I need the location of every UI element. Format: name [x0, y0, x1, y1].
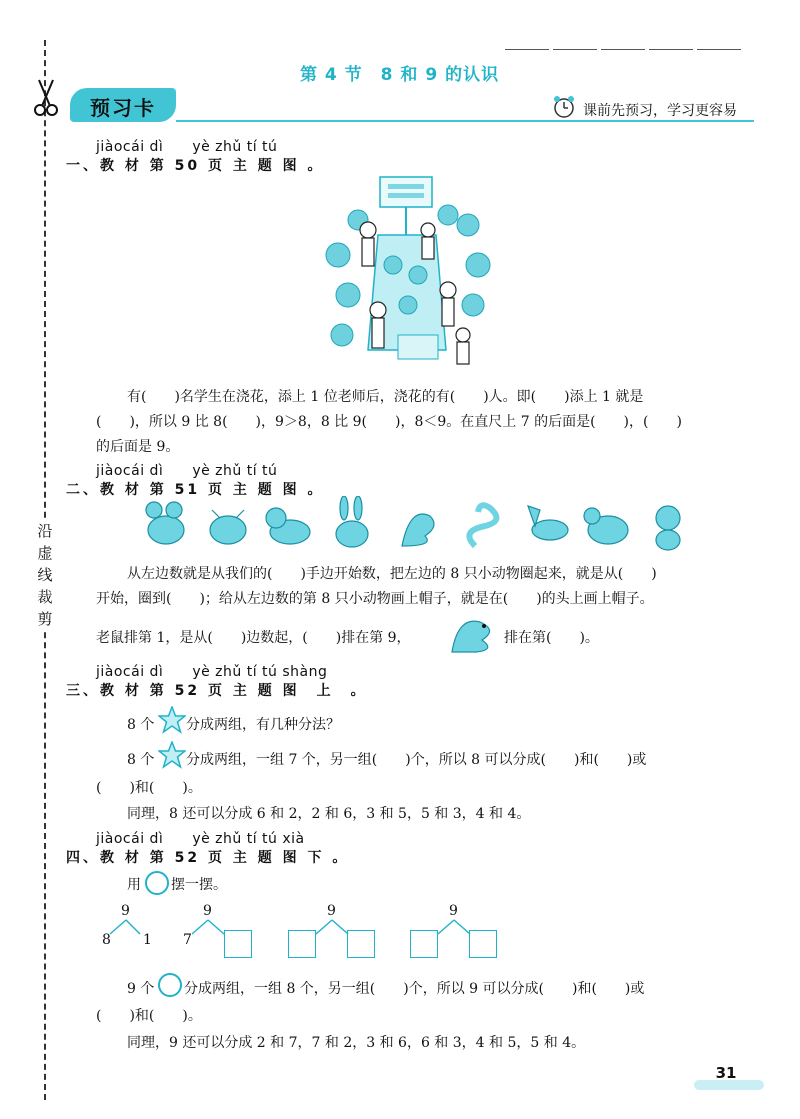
tree1-left: 8	[102, 932, 111, 948]
heading-s1: 一、教 材 第 50 页 主 题 图 。	[66, 158, 325, 174]
pinyin-s3: jiàocái dì yè zhǔ tí tú shàng	[96, 664, 328, 680]
s4-use-b: 摆一摆。	[171, 877, 227, 893]
tip-text: 课前先预习，学习更容易	[583, 103, 737, 119]
circle-icon	[144, 870, 170, 896]
dragon-icon	[402, 514, 434, 546]
s2-line1: 从左边数就是从我们的( )手边开始数，把左边的 8 只小动物圈起来，就是从( )	[127, 566, 657, 582]
s3-q4: 同理，8 还可以分成 6 和 2，2 和 6，3 和 5，5 和 3，4 和 4。	[127, 806, 531, 822]
cut-char: 剪	[37, 610, 53, 628]
zodiac-animals-row	[140, 496, 700, 554]
dragon-icon	[446, 610, 502, 656]
banner-divider	[176, 120, 754, 122]
tree1-right: 1	[143, 932, 152, 948]
page-title: 第 4 节 8 和 9 的认识	[300, 65, 500, 85]
circle-icon	[157, 972, 183, 998]
snake-icon	[469, 505, 496, 546]
s4-use-a: 用	[127, 877, 141, 893]
blank-field	[697, 40, 741, 50]
s2-line3b: 排在第( )。	[504, 630, 599, 646]
blank-field	[553, 40, 597, 50]
monkey-icon	[656, 506, 680, 550]
ox-icon	[210, 510, 246, 544]
heading-s3: 三、教 材 第 52 页 主 题 图 上 。	[66, 683, 368, 699]
s1-line3: 的后面是 9。	[96, 439, 180, 455]
s1-line2: ( )，所以 9 比 8( )，9＞8，8 比 9( )，8＜9。在直尺上 7 的后面是( )，( )	[96, 414, 682, 430]
cut-char: 线	[37, 566, 53, 584]
s4-q1b: 分成两组，一组 8 个，另一组( )个，所以 9 可以分成( )和( )或	[184, 981, 645, 997]
mouse-icon	[146, 502, 184, 544]
tree3-top: 9	[327, 903, 336, 919]
cut-char: 沿	[37, 522, 53, 540]
name-fields	[505, 40, 745, 53]
tiger-icon	[266, 508, 310, 544]
pinyin-s4: jiàocái dì yè zhǔ tí tú xià	[96, 831, 305, 847]
tree1-top: 9	[121, 903, 130, 919]
s3-q1b: 分成两组，有几种分法？	[186, 717, 340, 733]
heading-s4: 四、教 材 第 52 页 主 题 图 下 。	[66, 850, 350, 866]
cut-char: 裁	[37, 588, 53, 606]
blank-field	[505, 40, 549, 50]
answer-box[interactable]	[347, 930, 375, 958]
tree2-top: 9	[203, 903, 212, 919]
heading-s2: 二、教 材 第 51 页 主 题 图 。	[66, 482, 325, 498]
s3-q2b: 分成两组，一组 7 个，另一组( )个，所以 8 可以分成( )和( )或	[186, 752, 647, 768]
answer-box[interactable]	[224, 930, 252, 958]
s3-q2a: 8 个	[127, 752, 155, 768]
s1-line1: 有( )名学生在浇花，添上 1 位老师后，浇花的有( )人。即( )添上 1 就是	[127, 389, 644, 405]
s4-q3: 同理，9 还可以分成 2 和 7，7 和 2，3 和 6，6 和 3，4 和 5，5 和 4。	[127, 1035, 586, 1051]
horse-icon	[528, 506, 568, 540]
alarm-clock-icon	[548, 94, 578, 120]
tree2-left: 7	[183, 932, 192, 948]
pinyin-s1: jiàocái dì yè zhǔ tí tú	[96, 139, 278, 155]
s4-q1a: 9 个	[127, 981, 155, 997]
answer-box[interactable]	[410, 930, 438, 958]
blank-field	[601, 40, 645, 50]
s2-line2: 开始，圈到( )；给从左边数的第 8 只小动物画上帽子，就是在( )的头上画上帽子。	[96, 591, 654, 607]
star-icon	[158, 706, 186, 734]
s4-q2: ( )和( )。	[96, 1008, 202, 1024]
cut-char: 虚	[37, 544, 53, 562]
cut-instruction	[30, 520, 60, 630]
s3-q1a: 8 个	[127, 717, 155, 733]
s3-q3: ( )和( )。	[96, 780, 202, 796]
pinyin-s2: jiàocái dì yè zhǔ tí tú	[96, 463, 278, 479]
s2-line3a: 老鼠排第 1，是从( )边数起，( )排在第 9，	[96, 630, 411, 646]
banner-label: 预习卡	[90, 96, 156, 120]
star-icon	[158, 741, 186, 769]
answer-box[interactable]	[288, 930, 316, 958]
page-number: 31	[715, 1064, 737, 1082]
scissors-icon	[34, 78, 58, 118]
tree4-top: 9	[449, 903, 458, 919]
watering-flowers-illustration	[318, 175, 496, 375]
blank-field	[649, 40, 693, 50]
goat-icon	[584, 508, 628, 544]
answer-box[interactable]	[469, 930, 497, 958]
rabbit-icon	[336, 496, 368, 547]
